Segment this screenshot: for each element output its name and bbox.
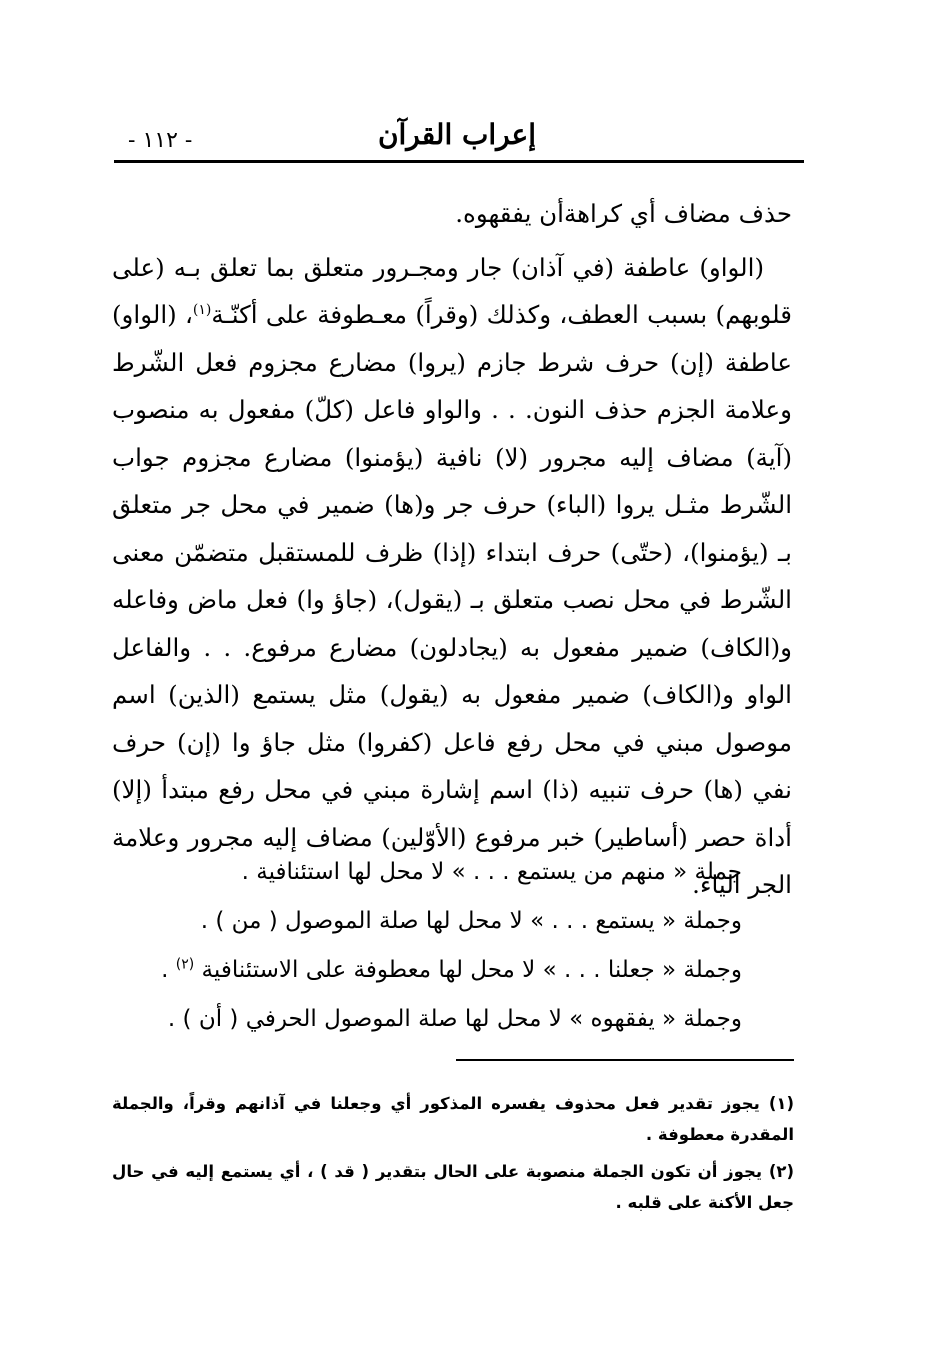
paragraph-2-cont: (الواو) عاطفة (إن) حرف شرط جازم (يروا) مضارع مجزوم فعل الشّرط وعلامة الجزم حذف النون. . . والواو فاعل (كلّ) مفعول به منصوب (آية) مضاف إليه مجرور (لا) نافية (يؤمنوا) مضارع مجزوم جواب الشّرط مثـل يروا (الباء) حرف جر و(ها) ضمير في محل جر متعلق بـ (يؤمنوا)، (حتّى) حرف ابتداء (إذا) ظرف للمستقبل متضمّن معنى الشّرط في محل نصب متعلق بـ (يقول)، (جاؤ وا) فعل ماض وفاعله و(الكاف) ضمير مفعول به (يجادلون) مضارع مرفوع. . . والفاعل الواو و(الكاف) ضمير مفعول به (يقول) مثل يستمع (الذين) اسم موصول مبني في محل رفع فاعل (كفروا) مثل جاؤ وا (إن) حرف نفي (ها) حرف تنبيه (ذا) اسم إشارة مبني في محل رفع مبتدأ (إلا) أداة حصر (أساطير) خبر مرفوع (الأوّلين) مضاف إليه مجرور وعلامة الجر الياء. xyxy=(112,300,792,899)
book-title: إعراب القرآن xyxy=(377,118,537,151)
paragraph-2-text: (الواو) عاطفة (في آذان) جار ومجـرور متعلق بما تعلق بـه (على قلوبهم) بسبب العطف، وكذلك (وقراً) معـطوفة على أكنّـة xyxy=(112,252,792,329)
sentence-item: وجملة « يفقهوه » لا محل لها صلة الموصول الحرفي ( أن ) . xyxy=(167,1006,742,1032)
footnote-ref-2: (٢) xyxy=(175,956,195,973)
page-number: - ١١٢ - xyxy=(128,128,193,153)
sentence-item: وجملة « يستمع . . . » لا محل لها صلة الموصول ( من ) . xyxy=(200,908,742,934)
sentence-item: جملة « منهم من يستمع . . . » لا محل لها استئنافية . xyxy=(241,859,742,885)
footnote-divider xyxy=(456,1059,794,1061)
sentence-item-end: . xyxy=(161,957,176,983)
footnote-1: (١) يجوز تقدير فعل محذوف يفسره المذكور أي وجعلنا في آذانهم وقراً، والجملة المقدرة معطوفة . xyxy=(112,1094,794,1144)
paragraph-1: حذف مضاف أي كراهةأن يفقهوه. xyxy=(455,199,792,228)
sentence-analysis-list xyxy=(160,848,742,1044)
sentence-item-text: وجملة « جعلنا . . . » لا محل لها معطوفة على الاستئنافية xyxy=(201,957,742,983)
sentence-item xyxy=(160,946,742,995)
footnote-2: (٢) يجوز أن تكون الجملة منصوبة على الحال بتقدير ( قد ) ، أي يستمع إليه في حال جعل الأكنة على قلبه . xyxy=(112,1162,794,1212)
paragraph-2: (الواو) عاطفة (في آذان) جار ومجـرور متعلق بما تعلق بـه (على قلوبهم) بسبب العطف، وكذلك (وقراً) معـطوفة على أكنّـة$^{(١)}$، (الواو) عاطفة (إن) حرف شرط جازم (يروا) مضارع مجزوم فعل الشّرط وعلامة الجزم حذف النون. . . والواو فاعل (كلّ) مفعول به منصوب (آية) مضاف إليه مجرور (لا) نافية (يؤمنوا) مضارع مجزوم جواب الشّرط مثـل يروا (الباء) حرف جر و(ها) ضمير في محل جر متعلق بـ (يؤمنوا)، (حتّى) حرف ابتداء (إذا) ظرف للمستقبل متضمّن معنى الشّرط في محل نصب متعلق بـ (يقول)، (جاؤ وا) فعل ماض وفاعله و(الكاف) ضمير مفعول به (يجادلون) مضارع مرفوع. . . والفاعل الواو و(الكاف) ضمير مفعول به (يقول) مثل يستمع (الذين) اسم موصول مبني في محل رفع فاعل (كفروا) مثل جاؤ وا (إن) حرف نفي (ها) حرف تنبيه (ذا) اسم إشارة مبني في محل رفع مبتدأ (إلا) أداة حصر (أساطير) خبر مرفوع (الأوّلين) مضاف إليه مجرور وعلامة الجر الياء. xyxy=(112,252,792,899)
footnote-ref-1: (١) xyxy=(192,301,212,318)
header-divider xyxy=(114,160,804,163)
page-header xyxy=(112,118,802,158)
main-text xyxy=(112,190,792,909)
footnotes xyxy=(112,1088,794,1224)
